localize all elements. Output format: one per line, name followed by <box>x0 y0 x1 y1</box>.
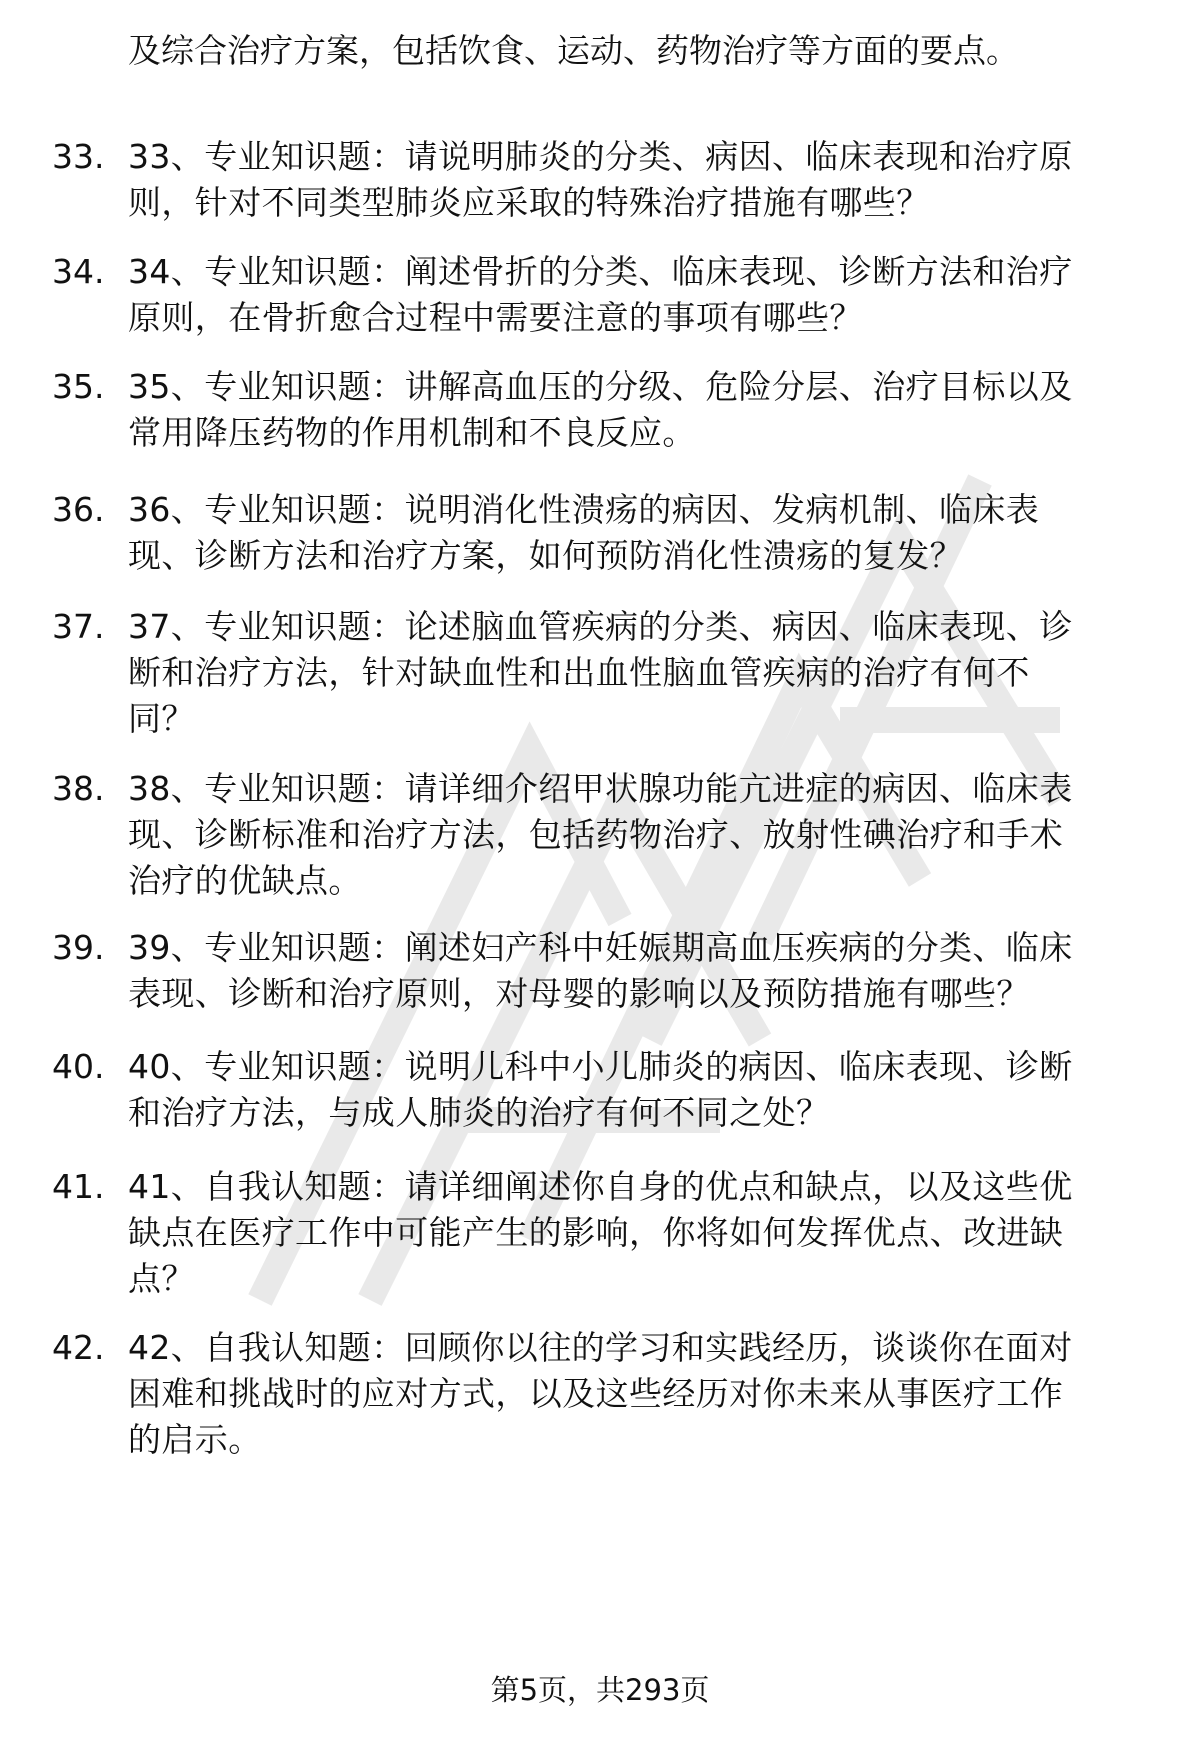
text-line: 33、专业知识题：请说明肺炎的分类、病因、临床表现和治疗原 <box>128 137 1073 176</box>
list-number: 40. <box>52 1047 105 1086</box>
text-line: 治疗的优缺点。 <box>128 861 362 900</box>
text-line: 和治疗方法，与成人肺炎的治疗有何不同之处？ <box>128 1093 830 1132</box>
question-text <box>128 1164 1148 1302</box>
text-line: 则，针对不同类型肺炎应采取的特殊治疗措施有哪些？ <box>128 183 930 222</box>
question-text <box>128 766 1148 904</box>
text-line: 35、专业知识题：讲解高血压的分级、危险分层、治疗目标以及 <box>128 367 1073 406</box>
text-line: 的启示。 <box>128 1420 262 1459</box>
list-number: 34. <box>52 252 105 291</box>
list-number: 36. <box>52 490 105 529</box>
text-line: 41、自我认知题：请详细阐述你自身的优点和缺点，以及这些优 <box>128 1167 1073 1206</box>
text-line: 同？ <box>128 699 195 738</box>
question-text <box>128 925 1148 1017</box>
text-line: 34、专业知识题：阐述骨折的分类、临床表现、诊断方法和治疗 <box>128 252 1073 291</box>
question-text <box>128 364 1148 456</box>
text-line: 37、专业知识题：论述脑血管疾病的分类、病因、临床表现、诊 <box>128 607 1073 646</box>
text-line: 现、诊断方法和治疗方案，如何预防消化性溃疡的复发？ <box>128 536 963 575</box>
continuation-text: 及综合治疗方案，包括饮食、运动、药物治疗等方面的要点。 <box>128 31 1019 70</box>
list-number: 42. <box>52 1328 105 1367</box>
text-line: 39、专业知识题：阐述妇产科中妊娠期高血压疾病的分类、临床 <box>128 928 1073 967</box>
text-line: 原则，在骨折愈合过程中需要注意的事项有哪些？ <box>128 298 863 337</box>
question-text <box>128 249 1148 341</box>
list-number: 33. <box>52 137 105 176</box>
list-number: 41. <box>52 1167 105 1206</box>
text-line: 36、专业知识题：说明消化性溃疡的病因、发病机制、临床表 <box>128 490 1040 529</box>
page-indicator: 第5页，共293页 <box>490 1673 710 1707</box>
list-number: 38. <box>52 769 105 808</box>
question-text <box>128 487 1148 579</box>
text-line: 点？ <box>128 1259 195 1298</box>
text-line: 缺点在医疗工作中可能产生的影响，你将如何发挥优点、改进缺 <box>128 1213 1064 1252</box>
question-text <box>128 1044 1148 1136</box>
list-number: 39. <box>52 928 105 967</box>
question-text <box>128 134 1148 226</box>
text-line: 40、专业知识题：说明儿科中小儿肺炎的病因、临床表现、诊断 <box>128 1047 1073 1086</box>
text-line: 常用降压药物的作用机制和不良反应。 <box>128 413 696 452</box>
question-text <box>128 604 1148 742</box>
text-line: 断和治疗方法，针对缺血性和出血性脑血管疾病的治疗有何不 <box>128 653 1030 692</box>
text-line: 困难和挑战时的应对方式，以及这些经历对你未来从事医疗工作 <box>128 1374 1064 1413</box>
text-line: 38、专业知识题：请详细介绍甲状腺功能亢进症的病因、临床表 <box>128 769 1073 808</box>
text-line: 42、自我认知题：回顾你以往的学习和实践经历，谈谈你在面对 <box>128 1328 1073 1367</box>
list-number: 37. <box>52 607 105 646</box>
text-line: 现、诊断标准和治疗方法，包括药物治疗、放射性碘治疗和手术 <box>128 815 1064 854</box>
text-line: 表现、诊断和治疗原则，对母婴的影响以及预防措施有哪些？ <box>128 974 1030 1013</box>
list-number: 35. <box>52 367 105 406</box>
question-text <box>128 1325 1148 1463</box>
